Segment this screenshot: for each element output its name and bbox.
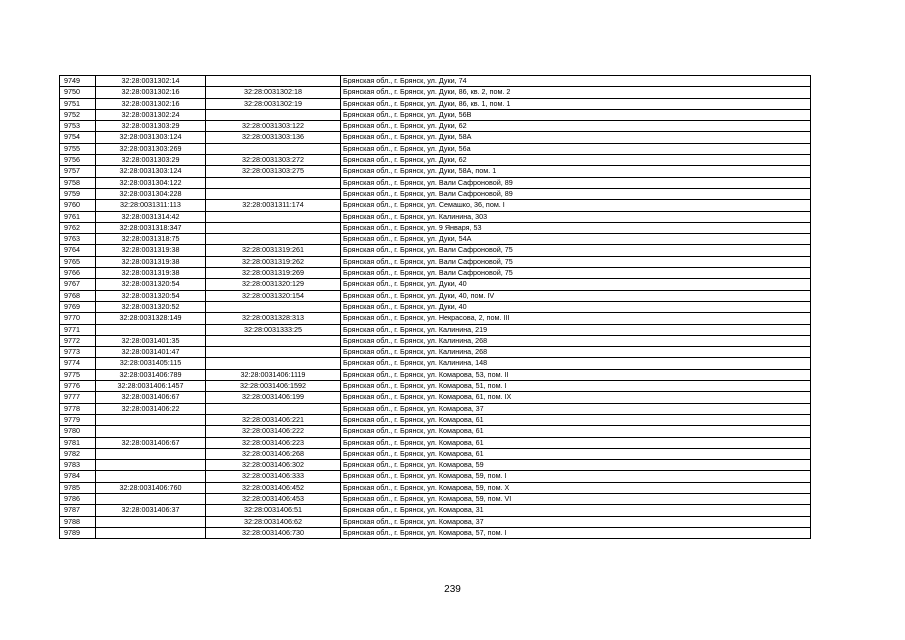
- cadastral-number-cell: 32:28:0031320:54: [96, 290, 206, 301]
- object-cadastral-number-cell: 32:28:0031406:222: [206, 426, 341, 437]
- page-number: 239: [444, 584, 461, 595]
- object-cadastral-number-cell: 32:28:0031406:268: [206, 448, 341, 459]
- row-number-cell: 9754: [60, 132, 96, 143]
- object-cadastral-number-cell: 32:28:0031406:1592: [206, 381, 341, 392]
- table-row: [60, 200, 811, 211]
- cadastral-number-cell: 32:28:0031406:789: [96, 369, 206, 380]
- table-row: [60, 155, 811, 166]
- address-cell: Брянская обл., г. Брянск, ул. Дуки, 58А: [341, 132, 811, 143]
- object-cadastral-number-cell: [206, 234, 341, 245]
- table-row: [60, 87, 811, 98]
- address-cell: Брянская обл., г. Брянск, ул. Калинина, 268: [341, 335, 811, 346]
- cadastral-number-cell: 32:28:0031401:35: [96, 335, 206, 346]
- object-cadastral-number-cell: 32:28:0031406:333: [206, 471, 341, 482]
- cadastral-number-cell: 32:28:0031303:124: [96, 132, 206, 143]
- table-row: [60, 414, 811, 425]
- row-number-cell: 9750: [60, 87, 96, 98]
- object-cadastral-number-cell: 32:28:0031303:136: [206, 132, 341, 143]
- cadastral-number-cell: [96, 324, 206, 335]
- address-cell: Брянская обл., г. Брянск, ул. Дуки, 86, кв. 1, пом. 1: [341, 98, 811, 109]
- row-number-cell: 9756: [60, 155, 96, 166]
- table-row: [60, 132, 811, 143]
- row-number-cell: 9777: [60, 392, 96, 403]
- address-cell: Брянская обл., г. Брянск, ул. Комарова, 59, пом. X: [341, 482, 811, 493]
- table-row: [60, 98, 811, 109]
- property-table-body: [60, 76, 811, 539]
- object-cadastral-number-cell: 32:28:0031303:272: [206, 155, 341, 166]
- address-cell: Брянская обл., г. Брянск, ул. Дуки, 58А, пом. 1: [341, 166, 811, 177]
- row-number-cell: 9751: [60, 98, 96, 109]
- cadastral-number-cell: [96, 448, 206, 459]
- object-cadastral-number-cell: 32:28:0031406:221: [206, 414, 341, 425]
- table-row: [60, 245, 811, 256]
- row-number-cell: 9776: [60, 381, 96, 392]
- table-row: [60, 493, 811, 504]
- cadastral-number-cell: 32:28:0031302:16: [96, 87, 206, 98]
- cadastral-number-cell: 32:28:0031320:54: [96, 279, 206, 290]
- object-cadastral-number-cell: [206, 403, 341, 414]
- object-cadastral-number-cell: [206, 211, 341, 222]
- address-cell: Брянская обл., г. Брянск, ул. Комарова, 37: [341, 516, 811, 527]
- cadastral-number-cell: 32:28:0031406:37: [96, 505, 206, 516]
- address-cell: Брянская обл., г. Брянск, ул. 9 Января, 53: [341, 222, 811, 233]
- address-cell: Брянская обл., г. Брянск, ул. Калинина, 303: [341, 211, 811, 222]
- object-cadastral-number-cell: 32:28:0031406:223: [206, 437, 341, 448]
- object-cadastral-number-cell: 32:28:0031319:269: [206, 268, 341, 279]
- address-cell: Брянская обл., г. Брянск, ул. Комарова, 61: [341, 426, 811, 437]
- cadastral-number-cell: 32:28:0031320:52: [96, 301, 206, 312]
- object-cadastral-number-cell: [206, 301, 341, 312]
- cadastral-number-cell: 32:28:0031406:760: [96, 482, 206, 493]
- object-cadastral-number-cell: [206, 76, 341, 87]
- object-cadastral-number-cell: 32:28:0031406:199: [206, 392, 341, 403]
- table-row: [60, 166, 811, 177]
- address-cell: Брянская обл., г. Брянск, ул. Комарова, 59, пом. I: [341, 471, 811, 482]
- address-cell: Брянская обл., г. Брянск, ул. Дуки, 56а: [341, 143, 811, 154]
- property-table: [59, 75, 811, 539]
- address-cell: Брянская обл., г. Брянск, ул. Вали Сафроновой, 75: [341, 268, 811, 279]
- cadastral-number-cell: [96, 527, 206, 538]
- table-row: [60, 188, 811, 199]
- object-cadastral-number-cell: 32:28:0031406:62: [206, 516, 341, 527]
- table-row: [60, 437, 811, 448]
- address-cell: Брянская обл., г. Брянск, ул. Вали Сафроновой, 89: [341, 177, 811, 188]
- table-row: [60, 381, 811, 392]
- object-cadastral-number-cell: 32:28:0031406:1119: [206, 369, 341, 380]
- address-cell: Брянская обл., г. Брянск, ул. Дуки, 40, пом. IV: [341, 290, 811, 301]
- address-cell: Брянская обл., г. Брянск, ул. Дуки, 40: [341, 301, 811, 312]
- address-cell: Брянская обл., г. Брянск, ул. Калинина, 268: [341, 347, 811, 358]
- object-cadastral-number-cell: 32:28:0031319:262: [206, 256, 341, 267]
- object-cadastral-number-cell: [206, 109, 341, 120]
- row-number-cell: 9782: [60, 448, 96, 459]
- row-number-cell: 9786: [60, 493, 96, 504]
- object-cadastral-number-cell: 32:28:0031406:452: [206, 482, 341, 493]
- row-number-cell: 9775: [60, 369, 96, 380]
- cadastral-number-cell: 32:28:0031302:14: [96, 76, 206, 87]
- row-number-cell: 9770: [60, 313, 96, 324]
- table-row: [60, 505, 811, 516]
- table-row: [60, 211, 811, 222]
- row-number-cell: 9759: [60, 188, 96, 199]
- row-number-cell: 9789: [60, 527, 96, 538]
- row-number-cell: 9788: [60, 516, 96, 527]
- table-row: [60, 222, 811, 233]
- row-number-cell: 9778: [60, 403, 96, 414]
- object-cadastral-number-cell: [206, 177, 341, 188]
- row-number-cell: 9769: [60, 301, 96, 312]
- object-cadastral-number-cell: 32:28:0031302:19: [206, 98, 341, 109]
- cadastral-number-cell: [96, 426, 206, 437]
- object-cadastral-number-cell: 32:28:0031328:313: [206, 313, 341, 324]
- address-cell: Брянская обл., г. Брянск, ул. Дуки, 86, кв. 2, пом. 2: [341, 87, 811, 98]
- address-cell: Брянская обл., г. Брянск, ул. Комарова, 59: [341, 460, 811, 471]
- table-row: [60, 358, 811, 369]
- row-number-cell: 9761: [60, 211, 96, 222]
- row-number-cell: 9785: [60, 482, 96, 493]
- table-row: [60, 256, 811, 267]
- cadastral-number-cell: [96, 414, 206, 425]
- address-cell: Брянская обл., г. Брянск, ул. Комарова, 31: [341, 505, 811, 516]
- table-row: [60, 335, 811, 346]
- table-row: [60, 471, 811, 482]
- address-cell: Брянская обл., г. Брянск, ул. Вали Сафроновой, 89: [341, 188, 811, 199]
- table-row: [60, 177, 811, 188]
- cadastral-number-cell: 32:28:0031303:29: [96, 155, 206, 166]
- cadastral-number-cell: 32:28:0031314:42: [96, 211, 206, 222]
- cadastral-number-cell: [96, 460, 206, 471]
- object-cadastral-number-cell: [206, 222, 341, 233]
- row-number-cell: 9760: [60, 200, 96, 211]
- address-cell: Брянская обл., г. Брянск, ул. Комарова, 57, пом. I: [341, 527, 811, 538]
- cadastral-number-cell: 32:28:0031319:38: [96, 245, 206, 256]
- row-number-cell: 9771: [60, 324, 96, 335]
- cadastral-number-cell: 32:28:0031318:347: [96, 222, 206, 233]
- cadastral-number-cell: 32:28:0031406:22: [96, 403, 206, 414]
- row-number-cell: 9783: [60, 460, 96, 471]
- row-number-cell: 9767: [60, 279, 96, 290]
- address-cell: Брянская обл., г. Брянск, ул. Комарова, 59, пом. VI: [341, 493, 811, 504]
- table-row: [60, 482, 811, 493]
- cadastral-number-cell: [96, 516, 206, 527]
- address-cell: Брянская обл., г. Брянск, ул. Дуки, 62: [341, 121, 811, 132]
- address-cell: Брянская обл., г. Брянск, ул. Комарова, 61, пом. IX: [341, 392, 811, 403]
- address-cell: Брянская обл., г. Брянск, ул. Вали Сафроновой, 75: [341, 256, 811, 267]
- cadastral-number-cell: 32:28:0031303:269: [96, 143, 206, 154]
- object-cadastral-number-cell: 32:28:0031406:453: [206, 493, 341, 504]
- table-row: [60, 403, 811, 414]
- address-cell: Брянская обл., г. Брянск, ул. Семашко, 36, пом. I: [341, 200, 811, 211]
- row-number-cell: 9766: [60, 268, 96, 279]
- row-number-cell: 9752: [60, 109, 96, 120]
- cadastral-number-cell: [96, 471, 206, 482]
- table-row: [60, 313, 811, 324]
- table-row: [60, 109, 811, 120]
- address-cell: Брянская обл., г. Брянск, ул. Комарова, 37: [341, 403, 811, 414]
- table-row: [60, 121, 811, 132]
- object-cadastral-number-cell: 32:28:0031319:261: [206, 245, 341, 256]
- cadastral-number-cell: 32:28:0031406:67: [96, 437, 206, 448]
- object-cadastral-number-cell: 32:28:0031302:18: [206, 87, 341, 98]
- table-row: [60, 392, 811, 403]
- cadastral-number-cell: 32:28:0031405:115: [96, 358, 206, 369]
- object-cadastral-number-cell: 32:28:0031406:730: [206, 527, 341, 538]
- address-cell: Брянская обл., г. Брянск, ул. Калинина, 219: [341, 324, 811, 335]
- table-row: [60, 279, 811, 290]
- object-cadastral-number-cell: 32:28:0031311:174: [206, 200, 341, 211]
- address-cell: Брянская обл., г. Брянск, ул. Дуки, 54А: [341, 234, 811, 245]
- row-number-cell: 9757: [60, 166, 96, 177]
- row-number-cell: 9773: [60, 347, 96, 358]
- address-cell: Брянская обл., г. Брянск, ул. Некрасова, 2, пом. III: [341, 313, 811, 324]
- table-row: [60, 268, 811, 279]
- table-row: [60, 76, 811, 87]
- cadastral-number-cell: 32:28:0031319:38: [96, 256, 206, 267]
- cadastral-number-cell: 32:28:0031304:228: [96, 188, 206, 199]
- address-cell: Брянская обл., г. Брянск, ул. Комарова, 61: [341, 448, 811, 459]
- row-number-cell: 9763: [60, 234, 96, 245]
- table-row: [60, 426, 811, 437]
- cadastral-number-cell: 32:28:0031303:124: [96, 166, 206, 177]
- object-cadastral-number-cell: [206, 335, 341, 346]
- table-row: [60, 234, 811, 245]
- row-number-cell: 9765: [60, 256, 96, 267]
- cadastral-number-cell: 32:28:0031304:122: [96, 177, 206, 188]
- row-number-cell: 9781: [60, 437, 96, 448]
- row-number-cell: 9772: [60, 335, 96, 346]
- address-cell: Брянская обл., г. Брянск, ул. Калинина, 148: [341, 358, 811, 369]
- table-row: [60, 143, 811, 154]
- object-cadastral-number-cell: 32:28:0031333:25: [206, 324, 341, 335]
- row-number-cell: 9780: [60, 426, 96, 437]
- object-cadastral-number-cell: [206, 347, 341, 358]
- table-row: [60, 516, 811, 527]
- table-row: [60, 460, 811, 471]
- cadastral-number-cell: 32:28:0031406:67: [96, 392, 206, 403]
- address-cell: Брянская обл., г. Брянск, ул. Комарова, 61: [341, 437, 811, 448]
- object-cadastral-number-cell: [206, 143, 341, 154]
- cadastral-number-cell: 32:28:0031401:47: [96, 347, 206, 358]
- row-number-cell: 9749: [60, 76, 96, 87]
- cadastral-number-cell: 32:28:0031302:16: [96, 98, 206, 109]
- cadastral-number-cell: 32:28:0031302:24: [96, 109, 206, 120]
- object-cadastral-number-cell: 32:28:0031320:154: [206, 290, 341, 301]
- row-number-cell: 9774: [60, 358, 96, 369]
- object-cadastral-number-cell: 32:28:0031406:302: [206, 460, 341, 471]
- object-cadastral-number-cell: [206, 358, 341, 369]
- row-number-cell: 9779: [60, 414, 96, 425]
- address-cell: Брянская обл., г. Брянск, ул. Дуки, 62: [341, 155, 811, 166]
- cadastral-number-cell: 32:28:0031406:1457: [96, 381, 206, 392]
- table-row: [60, 527, 811, 538]
- object-cadastral-number-cell: 32:28:0031303:275: [206, 166, 341, 177]
- address-cell: Брянская обл., г. Брянск, ул. Вали Сафроновой, 75: [341, 245, 811, 256]
- table-row: [60, 369, 811, 380]
- row-number-cell: 9758: [60, 177, 96, 188]
- table-row: [60, 290, 811, 301]
- table-row: [60, 324, 811, 335]
- cadastral-number-cell: 32:28:0031328:149: [96, 313, 206, 324]
- cadastral-number-cell: 32:28:0031303:29: [96, 121, 206, 132]
- row-number-cell: 9768: [60, 290, 96, 301]
- row-number-cell: 9784: [60, 471, 96, 482]
- row-number-cell: 9755: [60, 143, 96, 154]
- row-number-cell: 9753: [60, 121, 96, 132]
- table-row: [60, 301, 811, 312]
- address-cell: Брянская обл., г. Брянск, ул. Дуки, 56В: [341, 109, 811, 120]
- address-cell: Брянская обл., г. Брянск, ул. Комарова, 61: [341, 414, 811, 425]
- cadastral-number-cell: 32:28:0031311:113: [96, 200, 206, 211]
- address-cell: Брянская обл., г. Брянск, ул. Дуки, 74: [341, 76, 811, 87]
- cadastral-number-cell: [96, 493, 206, 504]
- cadastral-number-cell: 32:28:0031318:75: [96, 234, 206, 245]
- address-cell: Брянская обл., г. Брянск, ул. Комарова, 51, пом. I: [341, 381, 811, 392]
- object-cadastral-number-cell: 32:28:0031406:51: [206, 505, 341, 516]
- table-row: [60, 448, 811, 459]
- object-cadastral-number-cell: [206, 188, 341, 199]
- address-cell: Брянская обл., г. Брянск, ул. Комарова, 53, пом. II: [341, 369, 811, 380]
- row-number-cell: 9762: [60, 222, 96, 233]
- row-number-cell: 9787: [60, 505, 96, 516]
- address-cell: Брянская обл., г. Брянск, ул. Дуки, 40: [341, 279, 811, 290]
- cadastral-number-cell: 32:28:0031319:38: [96, 268, 206, 279]
- object-cadastral-number-cell: 32:28:0031303:122: [206, 121, 341, 132]
- object-cadastral-number-cell: 32:28:0031320:129: [206, 279, 341, 290]
- table-row: [60, 347, 811, 358]
- row-number-cell: 9764: [60, 245, 96, 256]
